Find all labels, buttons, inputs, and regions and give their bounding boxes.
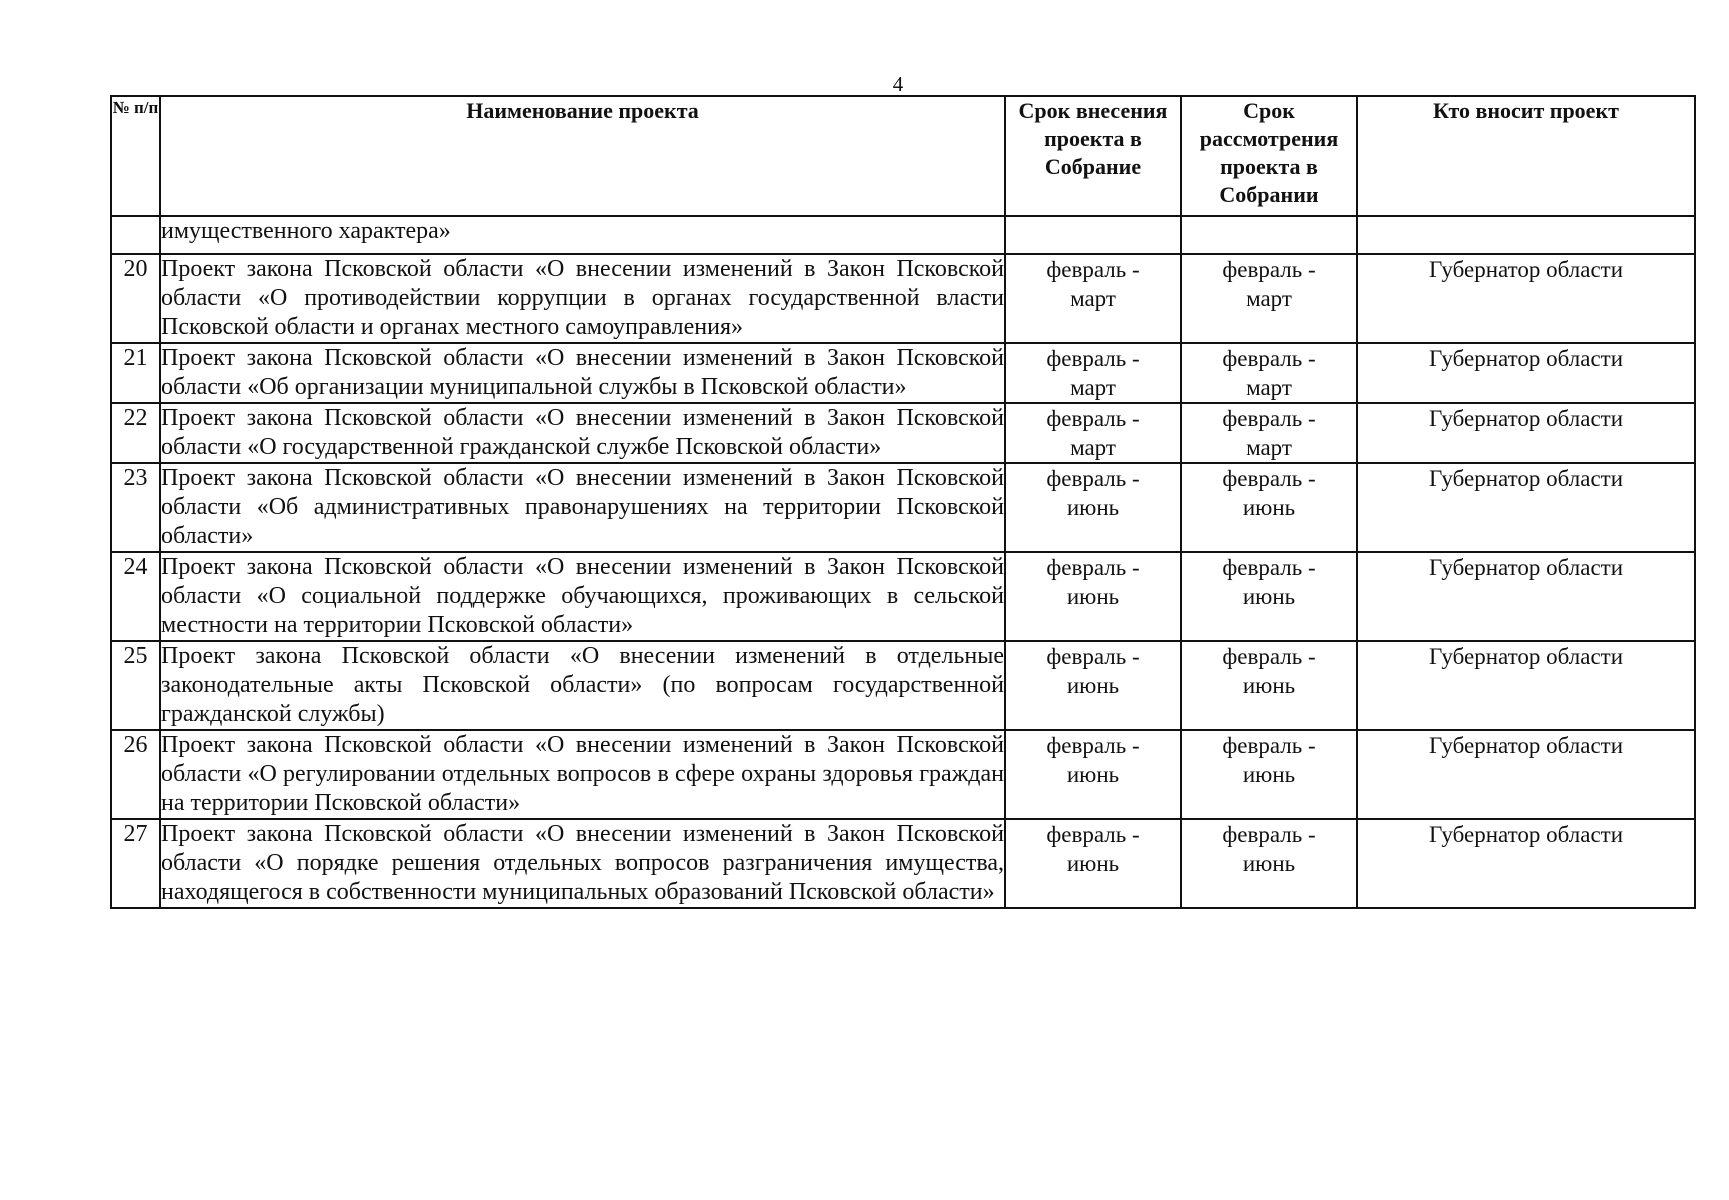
row-review-deadline bbox=[1181, 730, 1357, 819]
row-review-deadline bbox=[1181, 819, 1357, 908]
row-number: 24 bbox=[111, 552, 160, 641]
review-start: февраль - bbox=[1222, 555, 1316, 580]
submission-end: март bbox=[1070, 435, 1116, 460]
submission-end: июнь bbox=[1066, 495, 1120, 520]
submission-end: июнь bbox=[1066, 762, 1120, 787]
row-project-name: имущественного характера» bbox=[160, 216, 1005, 254]
submission-start: февраль - bbox=[1046, 733, 1140, 758]
row-number: 20 bbox=[111, 254, 160, 343]
submission-end: март bbox=[1070, 286, 1116, 311]
review-end: март bbox=[1246, 375, 1292, 400]
review-start: февраль - bbox=[1222, 406, 1316, 431]
row-number: 23 bbox=[111, 463, 160, 552]
header-submission-deadline: Срок внесения проекта в Собрание bbox=[1005, 96, 1181, 216]
review-end: июнь bbox=[1242, 851, 1296, 876]
row-project-name: Проект закона Псковской области «О внесении изменений в Закон Псковской области «О социальной поддержке обучающихся, проживающих в сельской местности на территории Псковской области» bbox=[160, 552, 1005, 641]
header-submitter: Кто вносит проект bbox=[1357, 96, 1695, 216]
row-submission-deadline bbox=[1005, 343, 1181, 403]
submission-end: март bbox=[1070, 375, 1116, 400]
submission-start: февраль - bbox=[1046, 346, 1140, 371]
row-project-name: Проект закона Псковской области «О внесении изменений в Закон Псковской области «О противодействии коррупции в органах государственной власти Псковской области и органах местного самоуправления» bbox=[160, 254, 1005, 343]
row-submitter: Губернатор области bbox=[1357, 552, 1695, 641]
row-review-deadline bbox=[1181, 343, 1357, 403]
row-submission-deadline bbox=[1005, 552, 1181, 641]
review-end: июнь bbox=[1242, 495, 1296, 520]
row-project-name: Проект закона Псковской области «О внесении изменений в Закон Псковской области «О регулировании отдельных вопросов в сфере охраны здоровья граждан на территории Псковской области» bbox=[160, 730, 1005, 819]
row-number: 26 bbox=[111, 730, 160, 819]
submission-start: февраль - bbox=[1046, 257, 1140, 282]
review-end: март bbox=[1246, 435, 1292, 460]
row-number: 22 bbox=[111, 403, 160, 463]
row-submission-deadline bbox=[1005, 403, 1181, 463]
row-number bbox=[111, 216, 160, 254]
row-submission-deadline bbox=[1005, 254, 1181, 343]
row-project-name: Проект закона Псковской области «О внесении изменений в отдельные законодательные акты Псковской области» (по вопросам государственной гражданской службы) bbox=[160, 641, 1005, 730]
row-submitter: Губернатор области bbox=[1357, 254, 1695, 343]
review-end: июнь bbox=[1242, 584, 1296, 609]
row-submitter: Губернатор области bbox=[1357, 403, 1695, 463]
header-number: № п/п bbox=[111, 96, 160, 216]
row-number: 27 bbox=[111, 819, 160, 908]
review-end: июнь bbox=[1242, 762, 1296, 787]
submission-start: февраль - bbox=[1046, 822, 1140, 847]
submission-end: июнь bbox=[1066, 673, 1120, 698]
table-row bbox=[111, 730, 1695, 819]
review-start: февраль - bbox=[1222, 644, 1316, 669]
table-row bbox=[111, 343, 1695, 403]
row-submission-deadline bbox=[1005, 463, 1181, 552]
table-row bbox=[111, 463, 1695, 552]
row-review-deadline bbox=[1181, 463, 1357, 552]
row-review-deadline bbox=[1181, 216, 1357, 254]
row-submission-deadline bbox=[1005, 641, 1181, 730]
table-row bbox=[111, 641, 1695, 730]
review-end: март bbox=[1246, 286, 1292, 311]
review-end: июнь bbox=[1242, 673, 1296, 698]
row-number: 25 bbox=[111, 641, 160, 730]
submission-end: июнь bbox=[1066, 851, 1120, 876]
row-submitter: Губернатор области bbox=[1357, 343, 1695, 403]
table-row bbox=[111, 403, 1695, 463]
review-start: февраль - bbox=[1222, 733, 1316, 758]
row-project-name: Проект закона Псковской области «О внесении изменений в Закон Псковской области «Об организации муниципальной службы в Псковской области» bbox=[160, 343, 1005, 403]
row-submission-deadline bbox=[1005, 730, 1181, 819]
submission-start: февраль - bbox=[1046, 555, 1140, 580]
row-number: 21 bbox=[111, 343, 160, 403]
review-start: февраль - bbox=[1222, 257, 1316, 282]
row-submission-deadline bbox=[1005, 819, 1181, 908]
row-submitter: Губернатор области bbox=[1357, 730, 1695, 819]
row-submission-deadline bbox=[1005, 216, 1181, 254]
table-row-continuation bbox=[111, 216, 1695, 254]
row-project-name: Проект закона Псковской области «О внесении изменений в Закон Псковской области «Об административных правонарушениях на территории Псковской области» bbox=[160, 463, 1005, 552]
header-project-name: Наименование проекта bbox=[160, 96, 1005, 216]
header-review-deadline: Срок рассмотрения проекта в Собрании bbox=[1181, 96, 1357, 216]
submission-start: февраль - bbox=[1046, 644, 1140, 669]
page-number: 4 bbox=[892, 72, 904, 96]
table-header-row bbox=[111, 96, 1695, 216]
row-review-deadline bbox=[1181, 254, 1357, 343]
table-row bbox=[111, 552, 1695, 641]
row-submitter bbox=[1357, 216, 1695, 254]
row-review-deadline bbox=[1181, 552, 1357, 641]
row-project-name: Проект закона Псковской области «О внесении изменений в Закон Псковской области «О порядке решения отдельных вопросов разграничения имущества, находящегося в собственности муниципальных образований Псковской области» bbox=[160, 819, 1005, 908]
row-project-name: Проект закона Псковской области «О внесении изменений в Закон Псковской области «О государственной гражданской службе Псковской области» bbox=[160, 403, 1005, 463]
row-submitter: Губернатор области bbox=[1357, 641, 1695, 730]
submission-start: февраль - bbox=[1046, 466, 1140, 491]
row-review-deadline bbox=[1181, 641, 1357, 730]
legislative-plan-table bbox=[110, 95, 1696, 909]
submission-end: июнь bbox=[1066, 584, 1120, 609]
row-submitter: Губернатор области bbox=[1357, 463, 1695, 552]
row-submitter: Губернатор области bbox=[1357, 819, 1695, 908]
review-start: февраль - bbox=[1222, 346, 1316, 371]
table-row bbox=[111, 819, 1695, 908]
review-start: февраль - bbox=[1222, 466, 1316, 491]
review-start: февраль - bbox=[1222, 822, 1316, 847]
table-row bbox=[111, 254, 1695, 343]
submission-start: февраль - bbox=[1046, 406, 1140, 431]
row-review-deadline bbox=[1181, 403, 1357, 463]
